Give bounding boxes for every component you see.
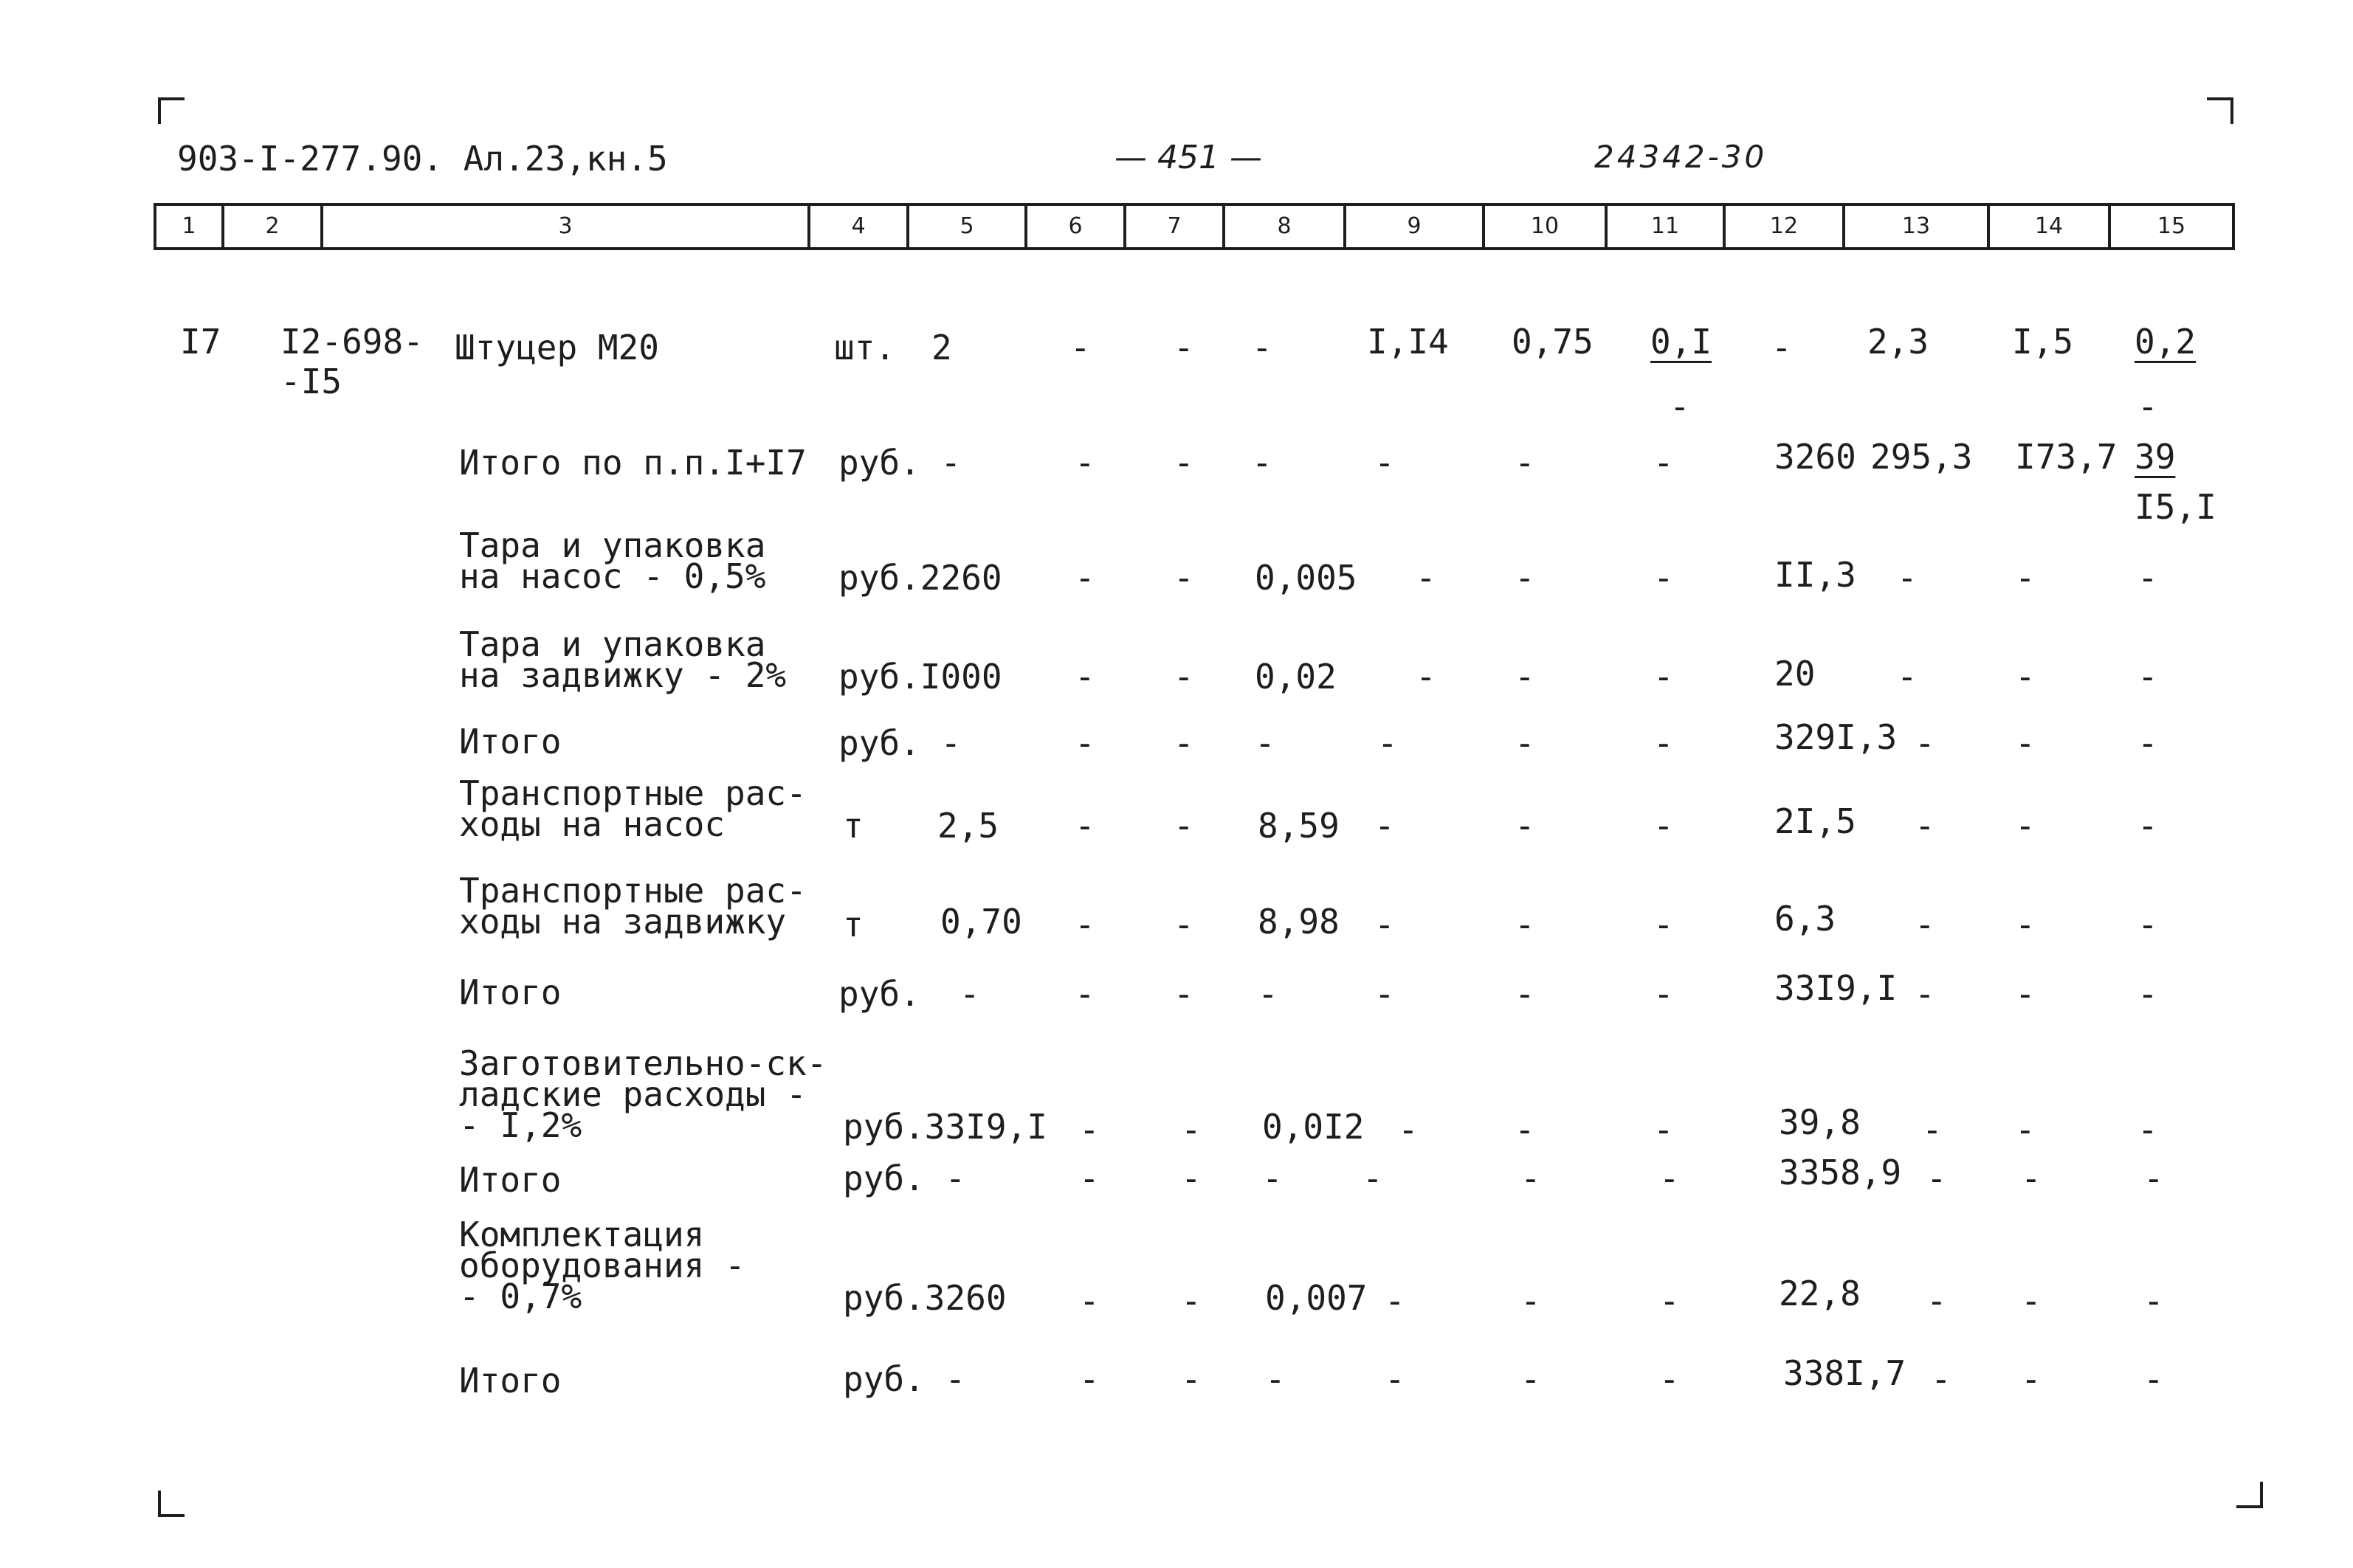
cell-col10: - [1520,1359,1541,1399]
cell-col12: 22,8 [1779,1274,1861,1313]
cell-col8: 0,007 [1265,1278,1368,1318]
cell-col14: - [2015,1110,2036,1150]
cell-col6: - [1075,558,1095,598]
cell-col6: - [1079,1359,1100,1399]
document-code: 903-I-277.90. Ал.23,кн.5 [177,139,668,179]
cell-col7: - [1181,1359,1202,1399]
cell-col15: - [2137,806,2158,846]
cell-col6: - [1075,443,1095,483]
cell-col7: - [1181,1110,1202,1150]
cell-col15: - [2143,1359,2164,1399]
cell-col13: - [1897,558,1918,598]
cell-col12: 3260 [1774,437,1856,477]
cell-col15-bottom: I5,I [2135,487,2216,527]
cell-col10: - [1515,1110,1535,1150]
cell-col12: 20 [1774,654,1816,694]
cell-col8: 8,98 [1258,902,1340,942]
item-number: I7 [180,322,221,362]
corner-mark-top-left [158,97,185,124]
cell-col12: 6,3 [1774,899,1836,939]
cell-col12: 33I9,I [1774,968,1898,1008]
cell-col13: - [1922,1110,1943,1150]
cell-col13: - [1915,974,1935,1014]
cell-col7: - [1174,328,1194,367]
row-description: Итого [459,722,562,761]
row-description: Комплектация оборудования - - 0,7% [459,1215,745,1316]
cell-col14: - [2015,723,2036,763]
cell-col11: - [1659,1281,1680,1321]
cell-col10: - [1515,723,1535,763]
cell-col12: 329I,3 [1774,717,1898,757]
cell-col7: - [1174,723,1194,763]
cell-col12: 338I,7 [1783,1353,1906,1393]
cell-col5: 2,5 [937,806,999,846]
column-number: 10 [1485,206,1608,247]
cell-col9: - [1362,1158,1383,1198]
cell-col15: - [2137,657,2158,697]
cell-col6: - [1075,723,1095,763]
cell-col13: 2,3 [1867,322,1929,362]
cell-col13: - [1926,1158,1947,1198]
unit: руб. [838,974,920,1014]
unit: руб. - [843,1158,966,1198]
unit: руб.3260 [843,1278,1007,1318]
cell-col11: - [1653,905,1674,944]
cell-col10: - [1515,974,1535,1014]
cell-col6: - [1075,974,1095,1014]
cell-col9: - [1377,723,1398,763]
unit: т [843,806,864,846]
cell-col12: II,3 [1774,555,1856,595]
cell-col9: - [1374,443,1395,483]
cell-col9: - [1374,905,1395,944]
cell-col14: - [2015,974,2036,1014]
cell-col15-bottom: - [2137,387,2158,426]
cell-col9: - [1385,1281,1405,1321]
unit: т [843,905,864,944]
cell-col11: - [1653,657,1674,697]
cell-col6: - [1070,328,1091,367]
cell-col12: 39,8 [1779,1102,1861,1142]
cell-col9: - [1385,1359,1405,1399]
cell-col7: - [1174,558,1194,598]
cell-col11: - [1653,723,1674,763]
cell-col12: 3358,9 [1779,1153,1902,1192]
cell-col10: - [1520,1281,1541,1321]
column-number: 8 [1225,206,1346,247]
cell-col14: I,5 [2012,322,2074,362]
cell-col15: - [2137,974,2158,1014]
cell-col11-bottom: - [1670,387,1690,426]
cell-col5: 0,70 [940,902,1022,942]
cell-col14: - [2015,657,2036,697]
cell-col11: - [1653,1110,1674,1150]
cell-col8: 0,02 [1255,657,1337,697]
corner-mark-top-right [2207,97,2233,124]
cell-col14: I73,7 [2015,437,2118,477]
cell-col9: - [1416,558,1436,598]
cell-col7: - [1174,806,1194,846]
row-description: Итого [459,1160,562,1200]
unit: шт. [834,328,896,367]
cell-col12: - [1771,328,1792,367]
cell-col14: - [2021,1158,2042,1198]
cell-col15: - [2137,723,2158,763]
cell-col10: - [1515,558,1535,598]
column-number: 13 [1845,206,1990,247]
column-number: 11 [1608,206,1726,247]
cell-col9: I,I4 [1367,322,1449,362]
cell-col7: - [1174,974,1194,1014]
cell-col13: - [1915,723,1935,763]
row-description: Итого [459,1361,562,1401]
cell-col8: - [1252,443,1272,483]
cell-col11: - [1659,1359,1680,1399]
column-number: 6 [1027,206,1126,247]
cell-col11: - [1653,558,1674,598]
corner-mark-bottom-right [2236,1482,2263,1508]
cell-col6: - [1079,1110,1100,1150]
cell-col10: - [1515,806,1535,846]
unit: руб.33I9,I [843,1107,1047,1147]
cell-col14: - [2015,806,2036,846]
cell-col8: 0,0I2 [1262,1107,1365,1147]
row-description: Итого [459,973,562,1012]
column-number: 1 [156,206,224,247]
cell-col10: - [1520,1158,1541,1198]
cell-col6: - [1079,1281,1100,1321]
unit: руб.2260 [838,558,1002,598]
cell-col15: - [2143,1281,2164,1321]
cell-col8: 8,59 [1258,806,1340,846]
row-description: Тара и упаковка на задвижку - 2% [459,624,787,695]
unit: руб. - [843,1359,966,1399]
cell-col15-top: 0,2 [2135,322,2197,362]
row-description: Транспортные рас- ходы на задвижку [459,871,807,942]
cell-col13: - [1915,905,1935,944]
cell-col13: - [1926,1281,1947,1321]
column-number: 2 [224,206,323,247]
cell-col7: - [1174,657,1194,697]
cell-col11: - [1653,974,1674,1014]
cell-col14: - [2021,1359,2042,1399]
cell-col8: - [1252,328,1272,367]
column-number: 14 [1990,206,2111,247]
cell-col13: - [1897,657,1918,697]
column-number: 7 [1126,206,1225,247]
cell-col14: - [2021,1281,2042,1321]
cell-col11: - [1653,806,1674,846]
cell-col12: 2I,5 [1774,801,1856,841]
cell-col7: - [1181,1158,1202,1198]
cell-col6: - [1075,657,1095,697]
document-number: 24342-30 [1594,139,1768,175]
cell-col14: - [2015,905,2036,944]
cell-col10: - [1515,443,1535,483]
cell-col5: 2 [931,328,952,367]
unit: руб. - [838,443,962,483]
column-number: 3 [323,206,810,247]
item-name: Штуцер М20 [455,328,659,367]
cell-col5: - [960,974,980,1014]
cell-col11: - [1653,443,1674,483]
column-number: 5 [909,206,1027,247]
cell-col8: 0,005 [1255,558,1357,598]
page-number: — 451 — [1115,139,1262,176]
column-number: 4 [810,206,909,247]
cell-col13: - [1931,1359,1951,1399]
cell-col8: - [1255,723,1275,763]
column-number: 15 [2157,213,2186,239]
cell-col6: - [1075,905,1095,944]
corner-mark-bottom-left [158,1491,185,1517]
unit: руб.I000 [838,657,1002,697]
cell-col11-top: 0,I [1650,322,1712,362]
column-number: 9 [1346,206,1485,247]
cell-col14: - [2015,558,2036,598]
cell-col10: 0,75 [1512,322,1594,362]
cell-col15: - [2137,1110,2158,1150]
cell-col15-top: 39 [2135,437,2176,477]
cell-col8: - [1262,1158,1283,1198]
cell-col9: - [1398,1110,1419,1150]
cell-col7: - [1181,1281,1202,1321]
cell-col9: - [1374,806,1395,846]
cell-col15: - [2137,558,2158,598]
row-description: Заготовительно-ск- ладские расходы - - I,2% [459,1043,827,1145]
item-code-line1: I2-698- [280,322,424,362]
cell-col9: - [1416,657,1436,697]
item-code-line2: -I5 [280,362,342,401]
cell-col15: - [2143,1158,2164,1198]
column-number: 12 [1726,206,1845,247]
cell-col6: - [1079,1158,1100,1198]
cell-col8: - [1265,1359,1286,1399]
unit: руб. - [838,723,962,763]
cell-col13: 295,3 [1870,437,1973,477]
row-label: Итого по п.п.I+I7 [459,443,807,483]
row-description: Тара и упаковка на насос - 0,5% [459,525,766,596]
cell-col10: - [1515,657,1535,697]
cell-col7: - [1174,443,1194,483]
row-description: Транспортные рас- ходы на насос [459,773,807,844]
cell-col10: - [1515,905,1535,944]
cell-col11: - [1659,1158,1680,1198]
cell-col6: - [1075,806,1095,846]
column-number-header [154,203,2235,250]
cell-col7: - [1174,905,1194,944]
cell-col8: - [1258,974,1278,1014]
cell-col9: - [1374,974,1395,1014]
cell-col15: - [2137,905,2158,944]
cell-col13: - [1915,806,1935,846]
